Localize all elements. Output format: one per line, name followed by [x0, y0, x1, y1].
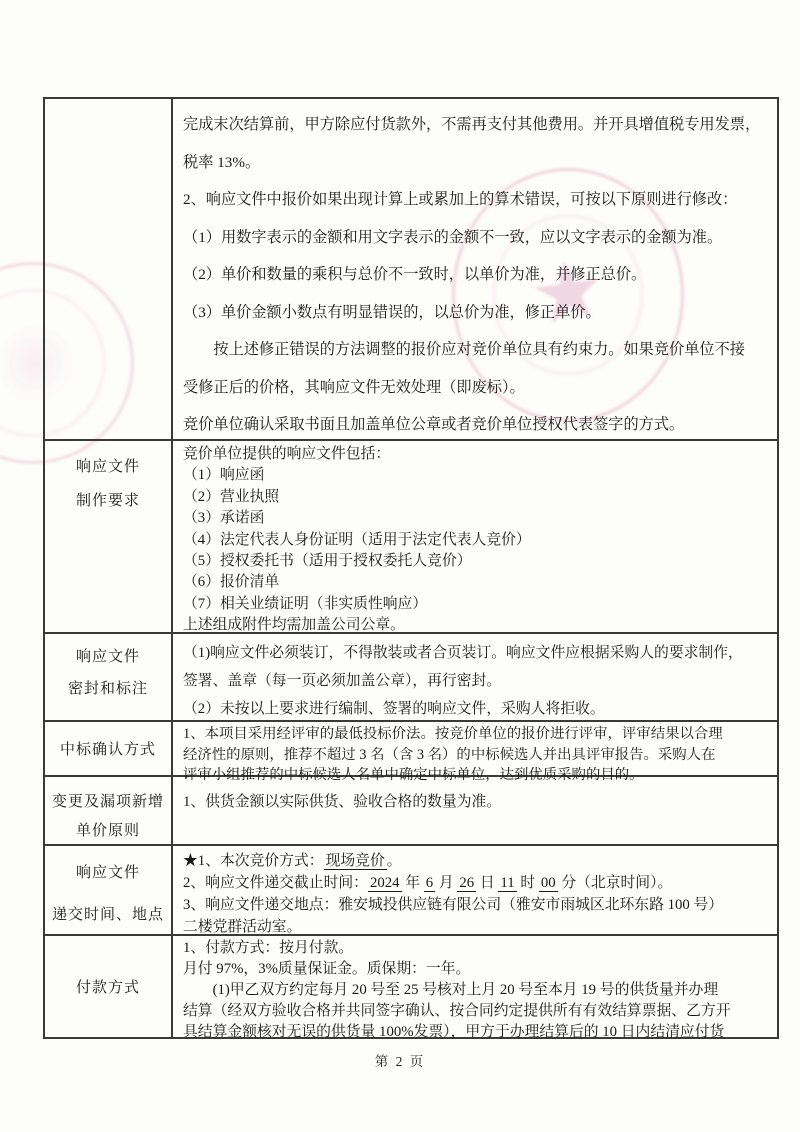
underlined-value: 26 — [459, 875, 475, 891]
content-line — [183, 872, 773, 894]
row-label-line: 付款方式 — [75, 980, 140, 996]
table-row-document-preparation — [45, 439, 777, 632]
text-segment: 分（北京时间）。 — [557, 875, 673, 891]
row-label-line: 密封和标注 — [67, 681, 148, 697]
row-label-line: 响应文件 — [75, 865, 140, 881]
seal-star-icon: ★ — [523, 237, 613, 346]
bidding-requirements-table — [43, 97, 779, 1039]
row-label-line: 变更及漏项新增 — [51, 794, 164, 810]
content-line: 3、响应文件递交地点：雅安城投供应链有限公司（雅安市雨城区北环东路 100 号） — [183, 897, 724, 913]
content-line: 1、本项目采用经评审的最低投标价法。按竞价单位的报价进行评审，评审结果以合理 — [183, 726, 723, 742]
content-line: 评审小组推荐的中标候选人名单中确定中标单位，达到优质采购的目的。 — [183, 767, 644, 783]
content-line: 经济性的原则，推荐不超过 3 名（含 3 名）的中标候选人并出具评审报告。采购人在 — [183, 746, 716, 763]
content-line: 二楼党群活动室。 — [183, 919, 302, 935]
content-line: 完成末次结算前，甲方除应付货款外，不需再支付其他费用。并开具增值税专用发票， — [183, 116, 761, 133]
content-line: （7）相关业绩证明（非实质性响应） — [183, 595, 428, 612]
content-line: （2）营业执照 — [183, 488, 280, 505]
row-label-line: 单价原则 — [75, 823, 140, 839]
content-line: 月付 97%，3%质量保证金。质保期：一年。 — [183, 961, 471, 977]
content-line: 上述组成附件均需加盖公司公章。 — [183, 617, 405, 634]
content-line: 具结算金额核对无误的供货量 100%发票），甲方于办理结算后的 10 日内结清应付货 — [183, 1024, 725, 1040]
table-row-payment-method — [45, 934, 777, 1040]
table-row-change-pricing — [45, 775, 777, 844]
row-label — [45, 936, 173, 1037]
content-line: 1、付款方式：按月付款。 — [183, 940, 354, 956]
text-segment: 2、响应文件递交截止时间： — [183, 875, 368, 891]
row-content — [173, 441, 777, 632]
content-line: 签署、盖章（每一页必须加盖公章），再行密封。 — [183, 673, 502, 689]
content-line: （2）单价和数量的乘积与总价不一致时，以单价为准，并修正总价。 — [183, 266, 647, 283]
content-line: 2、响应文件中报价如果出现计算上或累加上的算术错误，可按以下原则进行修改： — [183, 191, 738, 208]
row-content — [173, 936, 777, 1040]
underlined-value: 现场竞价 — [325, 853, 385, 869]
row-content — [173, 634, 777, 720]
content-line: （1)响应文件必须装订，不得散装或者合页装订。响应文件应根据采购人的要求制作， — [183, 645, 743, 661]
content-line: 受修正后的价格，其响应文件无效处理（即废标）。 — [183, 378, 525, 396]
content-line: 竞价单位确认采取书面且加盖单位公章或者竞价单位授权代表签字的方式。 — [183, 416, 685, 433]
underlined-value: 6 — [425, 875, 434, 891]
row-label-line: 响应文件 — [75, 459, 140, 475]
content-line: 结算（经双方验收合格并共同签字确认、按合同约定提供所有有效结算票据、乙方开 — [183, 1003, 731, 1019]
content-line: (1)甲乙双方约定每月 20 号至 25 号核对上月 20 号至本月 19 号的供货量并办理 — [183, 982, 719, 998]
text-segment: 时 — [516, 875, 539, 891]
row-label — [45, 846, 173, 934]
content-line: （1）响应函 — [183, 467, 265, 484]
content-line: （5）授权委托书（适用于授权委托人竞价） — [183, 553, 472, 570]
content-line: （2）未按以上要求进行编制、签署的响应文件，采购人将拒收。 — [183, 701, 605, 717]
row-content — [173, 99, 777, 439]
content-line — [183, 850, 773, 872]
row-label-line: 响应文件 — [75, 649, 140, 665]
table-row-sealing-marking — [45, 632, 777, 720]
content-line: （6）报价清单 — [183, 574, 280, 591]
row-label — [45, 722, 173, 775]
table-row-award-confirmation — [45, 720, 777, 783]
row-label — [45, 777, 173, 844]
row-label-line: 制作要求 — [75, 493, 140, 509]
content-line: 竞价单位提供的响应文件包括： — [183, 446, 391, 462]
row-label-empty — [45, 99, 173, 439]
content-line: （4）法定代表人身份证明（适用于法定代表人竞价） — [183, 531, 531, 548]
underlined-value: 00 — [540, 875, 556, 891]
content-line: 按上述修正错误的方法调整的报价应对竞价单位具有约束力。如果竞价单位不接 — [183, 341, 745, 358]
text-segment: ★1、本次竞价方式： — [183, 853, 324, 869]
row-content — [173, 722, 777, 783]
content-line: （3）单价金额小数点有明显错误的，以总价为准，修正单价。 — [183, 303, 601, 321]
underlined-value: 2024 — [369, 875, 400, 891]
row-label — [45, 441, 173, 632]
text-segment: 月 — [435, 875, 458, 891]
text-segment: 。 — [386, 853, 402, 869]
text-segment: 日 — [476, 875, 499, 891]
content-line: （3）承诺函 — [183, 510, 265, 527]
content-line: （1）用数字表示的金额和用文字表示的金额不一致，应以文字表示的金额为准。 — [183, 228, 723, 246]
row-content — [173, 846, 777, 934]
content-line: 1、供货金额以实际供货、验收合格的数量为准。 — [183, 794, 502, 810]
row-label-line: 递交时间、地点 — [51, 907, 164, 923]
underlined-value: 11 — [500, 875, 515, 891]
row-label-line: 中标确认方式 — [59, 742, 156, 758]
page-number: 第 2 页 — [374, 1054, 426, 1069]
row-label — [45, 634, 173, 720]
row-content — [173, 777, 777, 844]
text-segment: 年 — [401, 875, 424, 891]
content-line: 税率 13%。 — [183, 153, 261, 171]
table-row-submission-time-place — [45, 844, 777, 934]
table-row-price-correction — [45, 99, 777, 439]
